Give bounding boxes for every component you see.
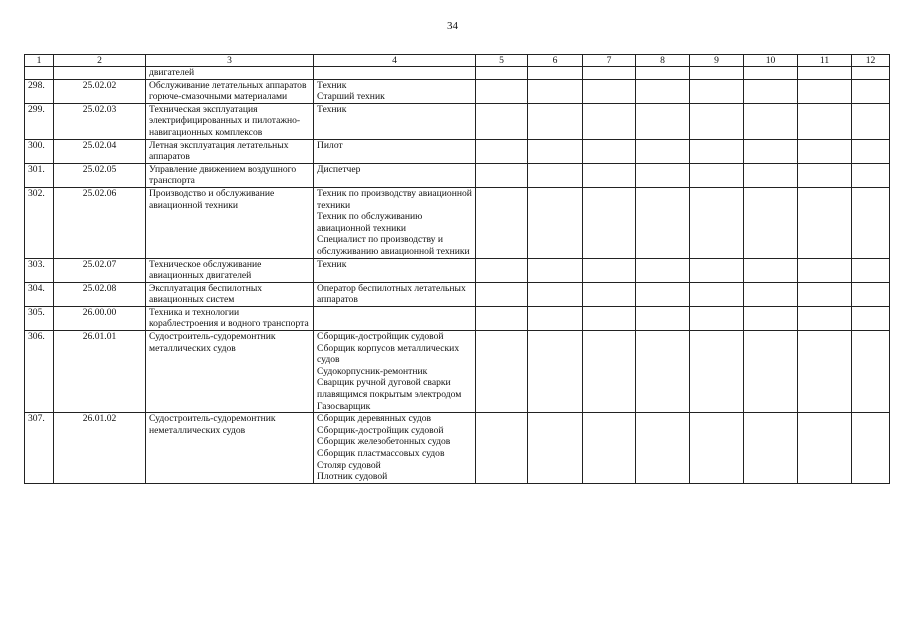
column-header-6: 6 — [528, 55, 583, 67]
empty-cell-col-11 — [798, 282, 852, 306]
specialty-code: 25.02.08 — [54, 282, 146, 306]
empty-cell-col-12 — [852, 103, 890, 139]
continuation-row — [25, 67, 890, 80]
empty-cell-col-6 — [528, 163, 583, 187]
table-row — [25, 163, 890, 187]
specialty-code: 25.02.05 — [54, 163, 146, 187]
specialty-code: 25.02.06 — [54, 187, 146, 258]
header-row — [25, 55, 890, 67]
table-row — [25, 306, 890, 330]
empty-cell-col-10 — [744, 187, 798, 258]
empty-cell-col-5 — [476, 79, 528, 103]
page-number: 34 — [447, 20, 458, 32]
empty-cell-col-11 — [798, 331, 852, 413]
empty-cell-col-10 — [744, 258, 798, 282]
specialty-name: Судостроитель-судоремонтник металлических судов — [146, 331, 314, 413]
empty-cell-col-12 — [852, 187, 890, 258]
empty-cell-col-8 — [636, 258, 690, 282]
profession-item: Сварщик ручной дуговой сварки плавящимся покрытым электродом — [317, 377, 462, 401]
table-row — [25, 258, 890, 282]
profession-item: Сборщик корпусов металлических судов — [317, 342, 460, 366]
profession-item: Техник — [317, 103, 347, 115]
empty-cell-col-8 — [636, 187, 690, 258]
empty-cell-col-10 — [744, 163, 798, 187]
empty-cell-col-9 — [690, 331, 744, 413]
empty-cell-col-8 — [636, 139, 690, 163]
empty-cell-col-10 — [744, 413, 798, 484]
empty-cell-col-7 — [583, 79, 636, 103]
professions-cell — [314, 306, 476, 330]
row-number: 301. — [25, 163, 54, 187]
profession-item: Сборщик пластмассовых судов — [317, 448, 445, 459]
row-number: 303. — [25, 258, 54, 282]
empty-cell-col-12 — [852, 306, 890, 330]
professions-cell — [314, 282, 476, 306]
empty-cell-col-11 — [798, 103, 852, 139]
table-row — [25, 79, 890, 103]
profession-item: Техник по обслуживанию авиационной техники — [317, 211, 423, 234]
specialty-name: Производство и обслуживание авиационной техники — [146, 187, 314, 258]
row-number: 307. — [25, 413, 54, 484]
professions-cell — [314, 139, 476, 163]
empty-cell-col-9 — [690, 306, 744, 330]
empty-cell-col-5 — [476, 139, 528, 163]
empty-cell-col-12 — [852, 413, 890, 484]
empty-cell-col-6 — [528, 413, 583, 484]
empty-cell-col-8 — [636, 413, 690, 484]
empty-cell-col-10 — [744, 306, 798, 330]
professions-cell — [314, 187, 476, 258]
empty-cell-col-8 — [636, 103, 690, 139]
empty-cell-col-6 — [528, 306, 583, 330]
empty-cell-col-11 — [798, 187, 852, 258]
empty-cell-col-8 — [636, 331, 690, 413]
empty-cell-col-9 — [690, 163, 744, 187]
empty-cell-col-11 — [798, 413, 852, 484]
empty-cell-col-11 — [798, 258, 852, 282]
table-row — [25, 139, 890, 163]
empty-cell-col-5 — [476, 187, 528, 258]
empty-cell-col-6 — [528, 103, 583, 139]
row-number: 299. — [25, 103, 54, 139]
empty-cell-col-9 — [690, 187, 744, 258]
empty-cell-col-5 — [476, 331, 528, 413]
empty-cell-col-12 — [852, 331, 890, 413]
empty-cell-col-10 — [744, 331, 798, 413]
professions-cell — [314, 163, 476, 187]
empty-cell-col-12 — [852, 282, 890, 306]
empty-cell-col-10 — [744, 282, 798, 306]
column-header-7: 7 — [583, 55, 636, 67]
row-number: 300. — [25, 139, 54, 163]
empty-cell-col-9 — [690, 413, 744, 484]
empty-cell-col-9 — [690, 282, 744, 306]
empty-cell-col-9 — [690, 103, 744, 139]
row-number: 304. — [25, 282, 54, 306]
column-header-5: 5 — [476, 55, 528, 67]
column-header-10: 10 — [744, 55, 798, 67]
specialty-name: Судостроитель-судоремонтник неметаллических судов — [146, 413, 314, 484]
row-number: 306. — [25, 331, 54, 413]
column-header-8: 8 — [636, 55, 690, 67]
professions-cell — [314, 258, 476, 282]
empty-cell-col-5 — [476, 306, 528, 330]
empty-cell-col-6 — [528, 139, 583, 163]
table-row — [25, 187, 890, 258]
profession-item: Сборщик деревянных судов — [317, 413, 432, 425]
specialty-name: Обслуживание летательных аппаратов горюче-смазочными материалами — [146, 79, 314, 103]
empty-cell-col-8 — [636, 163, 690, 187]
profession-item: Техник — [317, 79, 347, 91]
profession-item: Сборщик-достройщик судовой — [317, 424, 444, 436]
empty-cell-col-12 — [852, 163, 890, 187]
empty-cell-col-12 — [852, 258, 890, 282]
empty-cell-col-10 — [744, 103, 798, 139]
empty-cell-col-8 — [636, 306, 690, 330]
profession-item: Пилот — [317, 139, 343, 151]
profession-item: Газосварщик — [317, 400, 371, 412]
table-body — [25, 67, 890, 484]
empty-cell-col-8 — [636, 282, 690, 306]
registry-table — [24, 54, 890, 484]
empty-cell-col-11 — [798, 163, 852, 187]
empty-cell-col-8 — [636, 79, 690, 103]
profession-item: Сборщик-достройщик судовой — [317, 331, 444, 343]
empty-cell-col-6 — [528, 331, 583, 413]
column-header-12: 12 — [852, 55, 890, 67]
empty-cell-col-7 — [583, 331, 636, 413]
table-row — [25, 282, 890, 306]
empty-cell-col-5 — [476, 258, 528, 282]
row-number: 298. — [25, 79, 54, 103]
specialty-name: Техника и технологии кораблестроения и водного транспорта — [146, 306, 314, 330]
specialty-name: Летная эксплуатация летательных аппаратов — [146, 139, 314, 163]
empty-cell-col-10 — [744, 79, 798, 103]
empty-cell-col-11 — [798, 306, 852, 330]
professions-cell — [314, 79, 476, 103]
specialty-code: 25.02.03 — [54, 103, 146, 139]
specialty-code: 25.02.02 — [54, 79, 146, 103]
empty-cell-col-12 — [852, 139, 890, 163]
column-header-9: 9 — [690, 55, 744, 67]
empty-cell-col-6 — [528, 187, 583, 258]
professions-cell — [314, 413, 476, 484]
empty-cell-col-5 — [476, 163, 528, 187]
profession-item: Сборщик железобетонных судов — [317, 436, 451, 448]
profession-item: Судокорпусник-ремонтник — [317, 365, 428, 377]
empty-cell-col-5 — [476, 413, 528, 484]
profession-item: Техник — [317, 258, 347, 270]
row-number: 305. — [25, 306, 54, 330]
empty-cell-col-7 — [583, 413, 636, 484]
empty-cell-col-6 — [528, 258, 583, 282]
profession-item: Оператор беспилотных летательных аппаратов — [317, 282, 466, 306]
professions-cell — [314, 103, 476, 139]
empty-cell-col-10 — [744, 139, 798, 163]
specialty-name: Техническое обслуживание авиационных двигателей — [146, 258, 314, 282]
row-number: 302. — [25, 187, 54, 258]
empty-cell-col-9 — [690, 79, 744, 103]
professions-cell — [314, 331, 476, 413]
empty-cell-col-9 — [690, 258, 744, 282]
profession-item: Диспетчер — [317, 163, 361, 175]
specialty-code: 26.01.02 — [54, 413, 146, 484]
profession-item: Старший техник — [317, 91, 385, 103]
column-header-3: 3 — [146, 55, 314, 67]
empty-cell-col-7 — [583, 139, 636, 163]
profession-item: Плотник судовой — [317, 471, 388, 483]
profession-item: Столяр судовой — [317, 459, 381, 471]
table-row — [25, 413, 890, 484]
column-header-2: 2 — [54, 55, 146, 67]
column-header-4: 4 — [314, 55, 476, 67]
column-header-1: 1 — [25, 55, 54, 67]
specialty-continuation: двигателей — [146, 67, 314, 80]
empty-cell-col-6 — [528, 79, 583, 103]
specialty-name: Техническая эксплуатация электрифицированных и пилотажно-навигационных комплексов — [146, 103, 314, 139]
empty-cell-col-7 — [583, 282, 636, 306]
specialty-code: 25.02.07 — [54, 258, 146, 282]
specialty-name: Управление движением воздушного транспорта — [146, 163, 314, 187]
empty-cell-col-5 — [476, 103, 528, 139]
column-header-11: 11 — [798, 55, 852, 67]
specialty-name: Эксплуатация беспилотных авиационных систем — [146, 282, 314, 306]
empty-cell-col-11 — [798, 139, 852, 163]
empty-cell-col-9 — [690, 139, 744, 163]
profession-item: Техник по производству авиационной техники — [317, 187, 472, 211]
specialty-code: 26.01.01 — [54, 331, 146, 413]
specialty-code: 26.00.00 — [54, 306, 146, 330]
table-row — [25, 331, 890, 413]
specialty-code: 25.02.04 — [54, 139, 146, 163]
table-row — [25, 103, 890, 139]
empty-cell-col-6 — [528, 282, 583, 306]
empty-cell-col-12 — [852, 79, 890, 103]
empty-cell-col-11 — [798, 79, 852, 103]
empty-cell-col-7 — [583, 163, 636, 187]
profession-item: Специалист по производству и обслуживанию авиационной техники — [317, 234, 470, 257]
empty-cell-col-7 — [583, 103, 636, 139]
empty-cell-col-5 — [476, 282, 528, 306]
empty-cell-col-7 — [583, 306, 636, 330]
empty-cell-col-7 — [583, 258, 636, 282]
empty-cell-col-7 — [583, 187, 636, 258]
